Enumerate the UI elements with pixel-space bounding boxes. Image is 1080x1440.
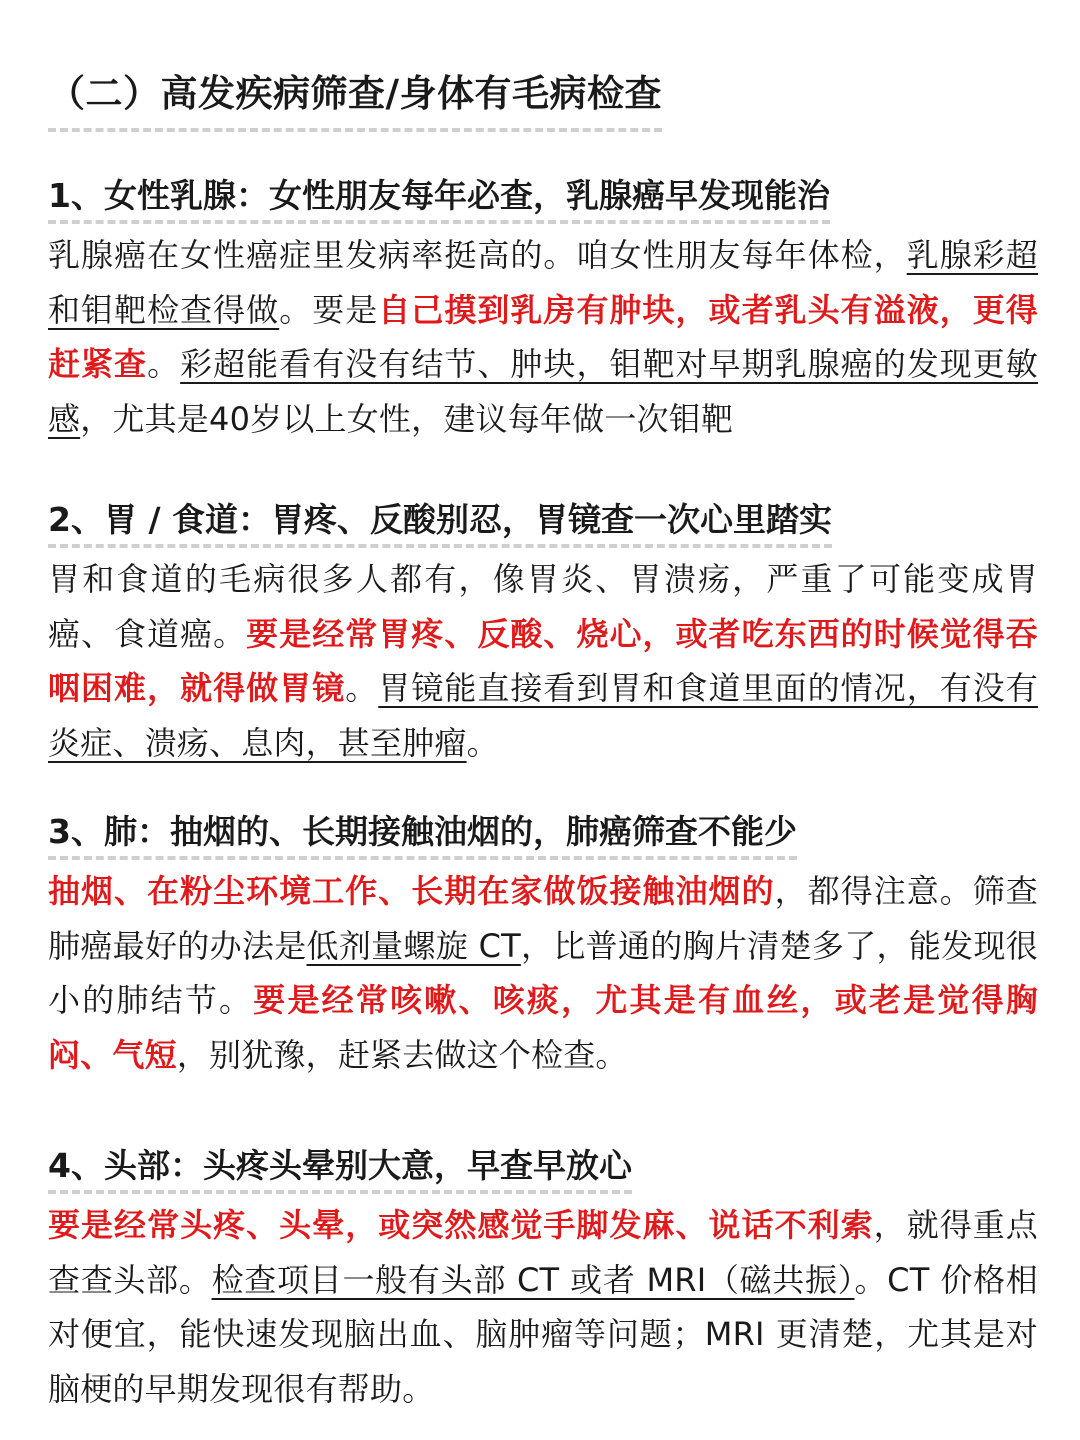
section-body [48,864,1038,1082]
highlight-text: 要是经常胃疼、反酸、烧心，或者吃东西的时候觉得吞咽困难，就得做胃镜 [48,614,1038,707]
text-run: 。要是 [279,290,379,329]
section-body [48,1198,1038,1416]
highlight-text: 自己摸到乳房有肿块，或者乳头有溢液，更得赶紧查 [48,290,1038,383]
text-run: 胃和食道的毛病很多人都有，像胃炎、胃溃疡，严重了可能变成胃癌、食道癌。 [48,560,1038,653]
section-head [48,1142,1038,1416]
section-breast [48,172,1038,446]
section-lung [48,808,1038,1082]
text-run: ，都得注意。筛查肺癌最好的办法是 [48,872,1038,965]
text-run: ，尤其是40岁以上女性，建议每年做一次钼靶 [80,399,734,438]
text-run: 。 [345,669,379,707]
text-run: ，别犹豫，赶紧去做这个检查。 [176,1035,628,1074]
highlight-text: 要是经常头疼、头晕，或突然感觉手脚发麻、说话不利索 [48,1206,874,1244]
section-heading: 2、胃 / 食道：胃疼、反酸别忍，胃镜查一次心里踏实 [48,496,832,548]
highlight-text: 要是经常咳嗽、咳痰，尤其是有血丝，或老是觉得胸闷、气短 [48,981,1038,1074]
section-body [48,228,1038,446]
underlined-text: 乳腺彩超和钼靶检查得做 [48,236,1039,329]
page-title: （二）高发疾病筛查/身体有毛病检查 [48,66,662,132]
underlined-text: 检查项目一般有头部 CT 或者 MRI（磁共振） [211,1260,855,1299]
section-stomach [48,496,1038,770]
underlined-text: 低剂量螺旋 CT [306,926,521,965]
section-heading: 1、女性乳腺：女性朋友每年必查，乳腺癌早发现能治 [48,172,830,224]
section-body [48,552,1038,770]
text-run: 。 [466,723,499,762]
text-run: ，比普通的胸片清楚多了，能发现很小的肺结节。 [48,926,1038,1019]
underlined-text: 彩超能看有没有结节、肿块，钼靶对早期乳腺癌的发现更敏感 [48,345,1039,438]
text-run: 。CT 价格相对便宜，能快速发现脑出血、脑肿瘤等问题；MRI 更清楚，尤其是对脑梗的早期发现很有帮助。 [48,1260,1038,1408]
highlight-text: 抽烟、在粉尘环境工作、长期在家做饭接触油烟的 [48,872,775,910]
underlined-text: 胃镜能直接看到胃和食道里面的情况，有没有炎症、溃疡、息肉，甚至肿瘤 [48,669,1038,762]
text-run: 乳腺癌在女性癌症里发病率挺高的。咱女性朋友每年体检， [48,236,907,274]
section-heading: 3、肺：抽烟的、长期接触油烟的，肺癌筛查不能少 [48,808,797,860]
text-run: ，就得重点查查头部。 [48,1206,1038,1299]
section-heading: 4、头部：头疼头晕别大意，早查早放心 [48,1142,632,1194]
text-run: 。 [147,345,181,383]
